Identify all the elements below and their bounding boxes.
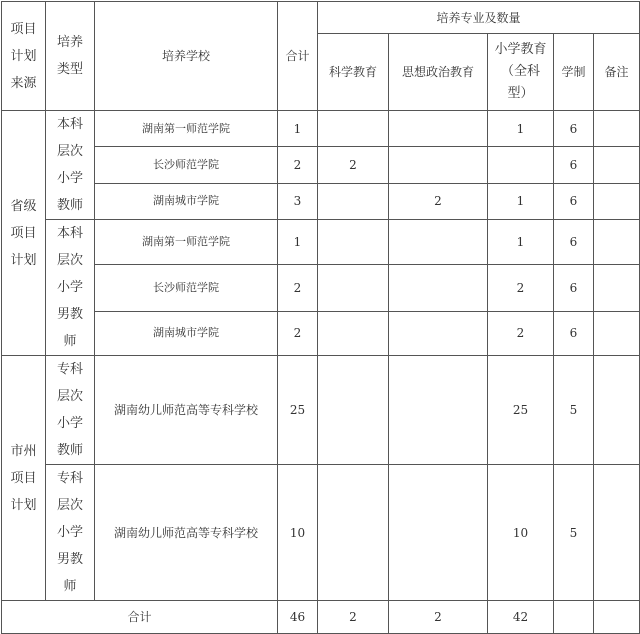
footer-science: 2 [318,601,389,634]
politics-cell [389,147,488,183]
school-cell: 长沙师范学院 [95,265,278,311]
primary-cell: 1 [488,220,554,265]
remarks-cell [594,265,640,311]
total-cell: 2 [278,147,318,183]
science-cell [318,465,389,601]
footer-label: 合计 [2,601,278,634]
header-majors-group: 培养专业及数量 [318,2,640,34]
science-cell [318,356,389,465]
primary-cell: 25 [488,356,554,465]
school-cell: 湖南第一师范学院 [95,111,278,147]
table-row [2,311,640,355]
remarks-cell [594,147,640,183]
science-cell [318,265,389,311]
table-row [2,220,640,265]
header-years: 学制 [554,34,594,111]
years-cell: 6 [554,220,594,265]
politics-cell [389,111,488,147]
years-cell: 6 [554,111,594,147]
table-row [2,265,640,311]
school-cell: 湖南城市学院 [95,183,278,219]
total-cell: 3 [278,183,318,219]
school-cell: 长沙师范学院 [95,147,278,183]
table-row [2,356,640,465]
politics-cell: 2 [389,183,488,219]
header-row-1 [2,2,640,34]
politics-cell [389,465,488,601]
politics-cell [389,265,488,311]
remarks-cell [594,311,640,355]
primary-cell: 2 [488,265,554,311]
years-cell: 6 [554,265,594,311]
primary-cell: 10 [488,465,554,601]
years-cell: 5 [554,465,594,601]
table-row [2,183,640,219]
header-type: 培养类型 [46,2,95,111]
total-cell: 2 [278,265,318,311]
type-cell: 专科层次小学男教师 [46,465,95,601]
header-science: 科学教育 [318,34,389,111]
header-politics: 思想政治教育 [389,34,488,111]
header-total: 合计 [278,2,318,111]
footer-years [554,601,594,634]
total-cell: 25 [278,356,318,465]
years-cell: 6 [554,311,594,355]
type-cell: 本科层次小学教师 [46,111,95,220]
footer-politics: 2 [389,601,488,634]
remarks-cell [594,220,640,265]
type-cell: 本科层次小学男教师 [46,220,95,356]
table-row [2,147,640,183]
remarks-cell [594,356,640,465]
footer-total: 46 [278,601,318,634]
school-cell: 湖南幼儿师范高等专科学校 [95,356,278,465]
science-cell [318,220,389,265]
section-municipal: 市州项目计划 [2,356,46,601]
politics-cell [389,356,488,465]
primary-cell: 1 [488,111,554,147]
politics-cell [389,220,488,265]
header-remarks: 备注 [594,34,640,111]
politics-cell [389,311,488,355]
type-cell: 专科层次小学教师 [46,356,95,465]
total-cell: 10 [278,465,318,601]
table-row [2,465,640,601]
footer-primary: 42 [488,601,554,634]
science-cell: 2 [318,147,389,183]
total-cell: 1 [278,111,318,147]
header-primary: 小学教育（全科型） [488,34,554,111]
remarks-cell [594,111,640,147]
remarks-cell [594,465,640,601]
primary-cell: 1 [488,183,554,219]
remarks-cell [594,183,640,219]
primary-cell [488,147,554,183]
primary-cell: 2 [488,311,554,355]
table-row [2,111,640,147]
years-cell: 6 [554,147,594,183]
header-source: 项目计划来源 [2,2,46,111]
section-provincial: 省级项目计划 [2,111,46,356]
years-cell: 5 [554,356,594,465]
school-cell: 湖南第一师范学院 [95,220,278,265]
science-cell [318,111,389,147]
training-plan-table [1,1,640,634]
science-cell [318,311,389,355]
total-cell: 2 [278,311,318,355]
footer-remarks [594,601,640,634]
total-row [2,601,640,634]
school-cell: 湖南幼儿师范高等专科学校 [95,465,278,601]
school-cell: 湖南城市学院 [95,311,278,355]
years-cell: 6 [554,183,594,219]
header-school: 培养学校 [95,2,278,111]
science-cell [318,183,389,219]
total-cell: 1 [278,220,318,265]
